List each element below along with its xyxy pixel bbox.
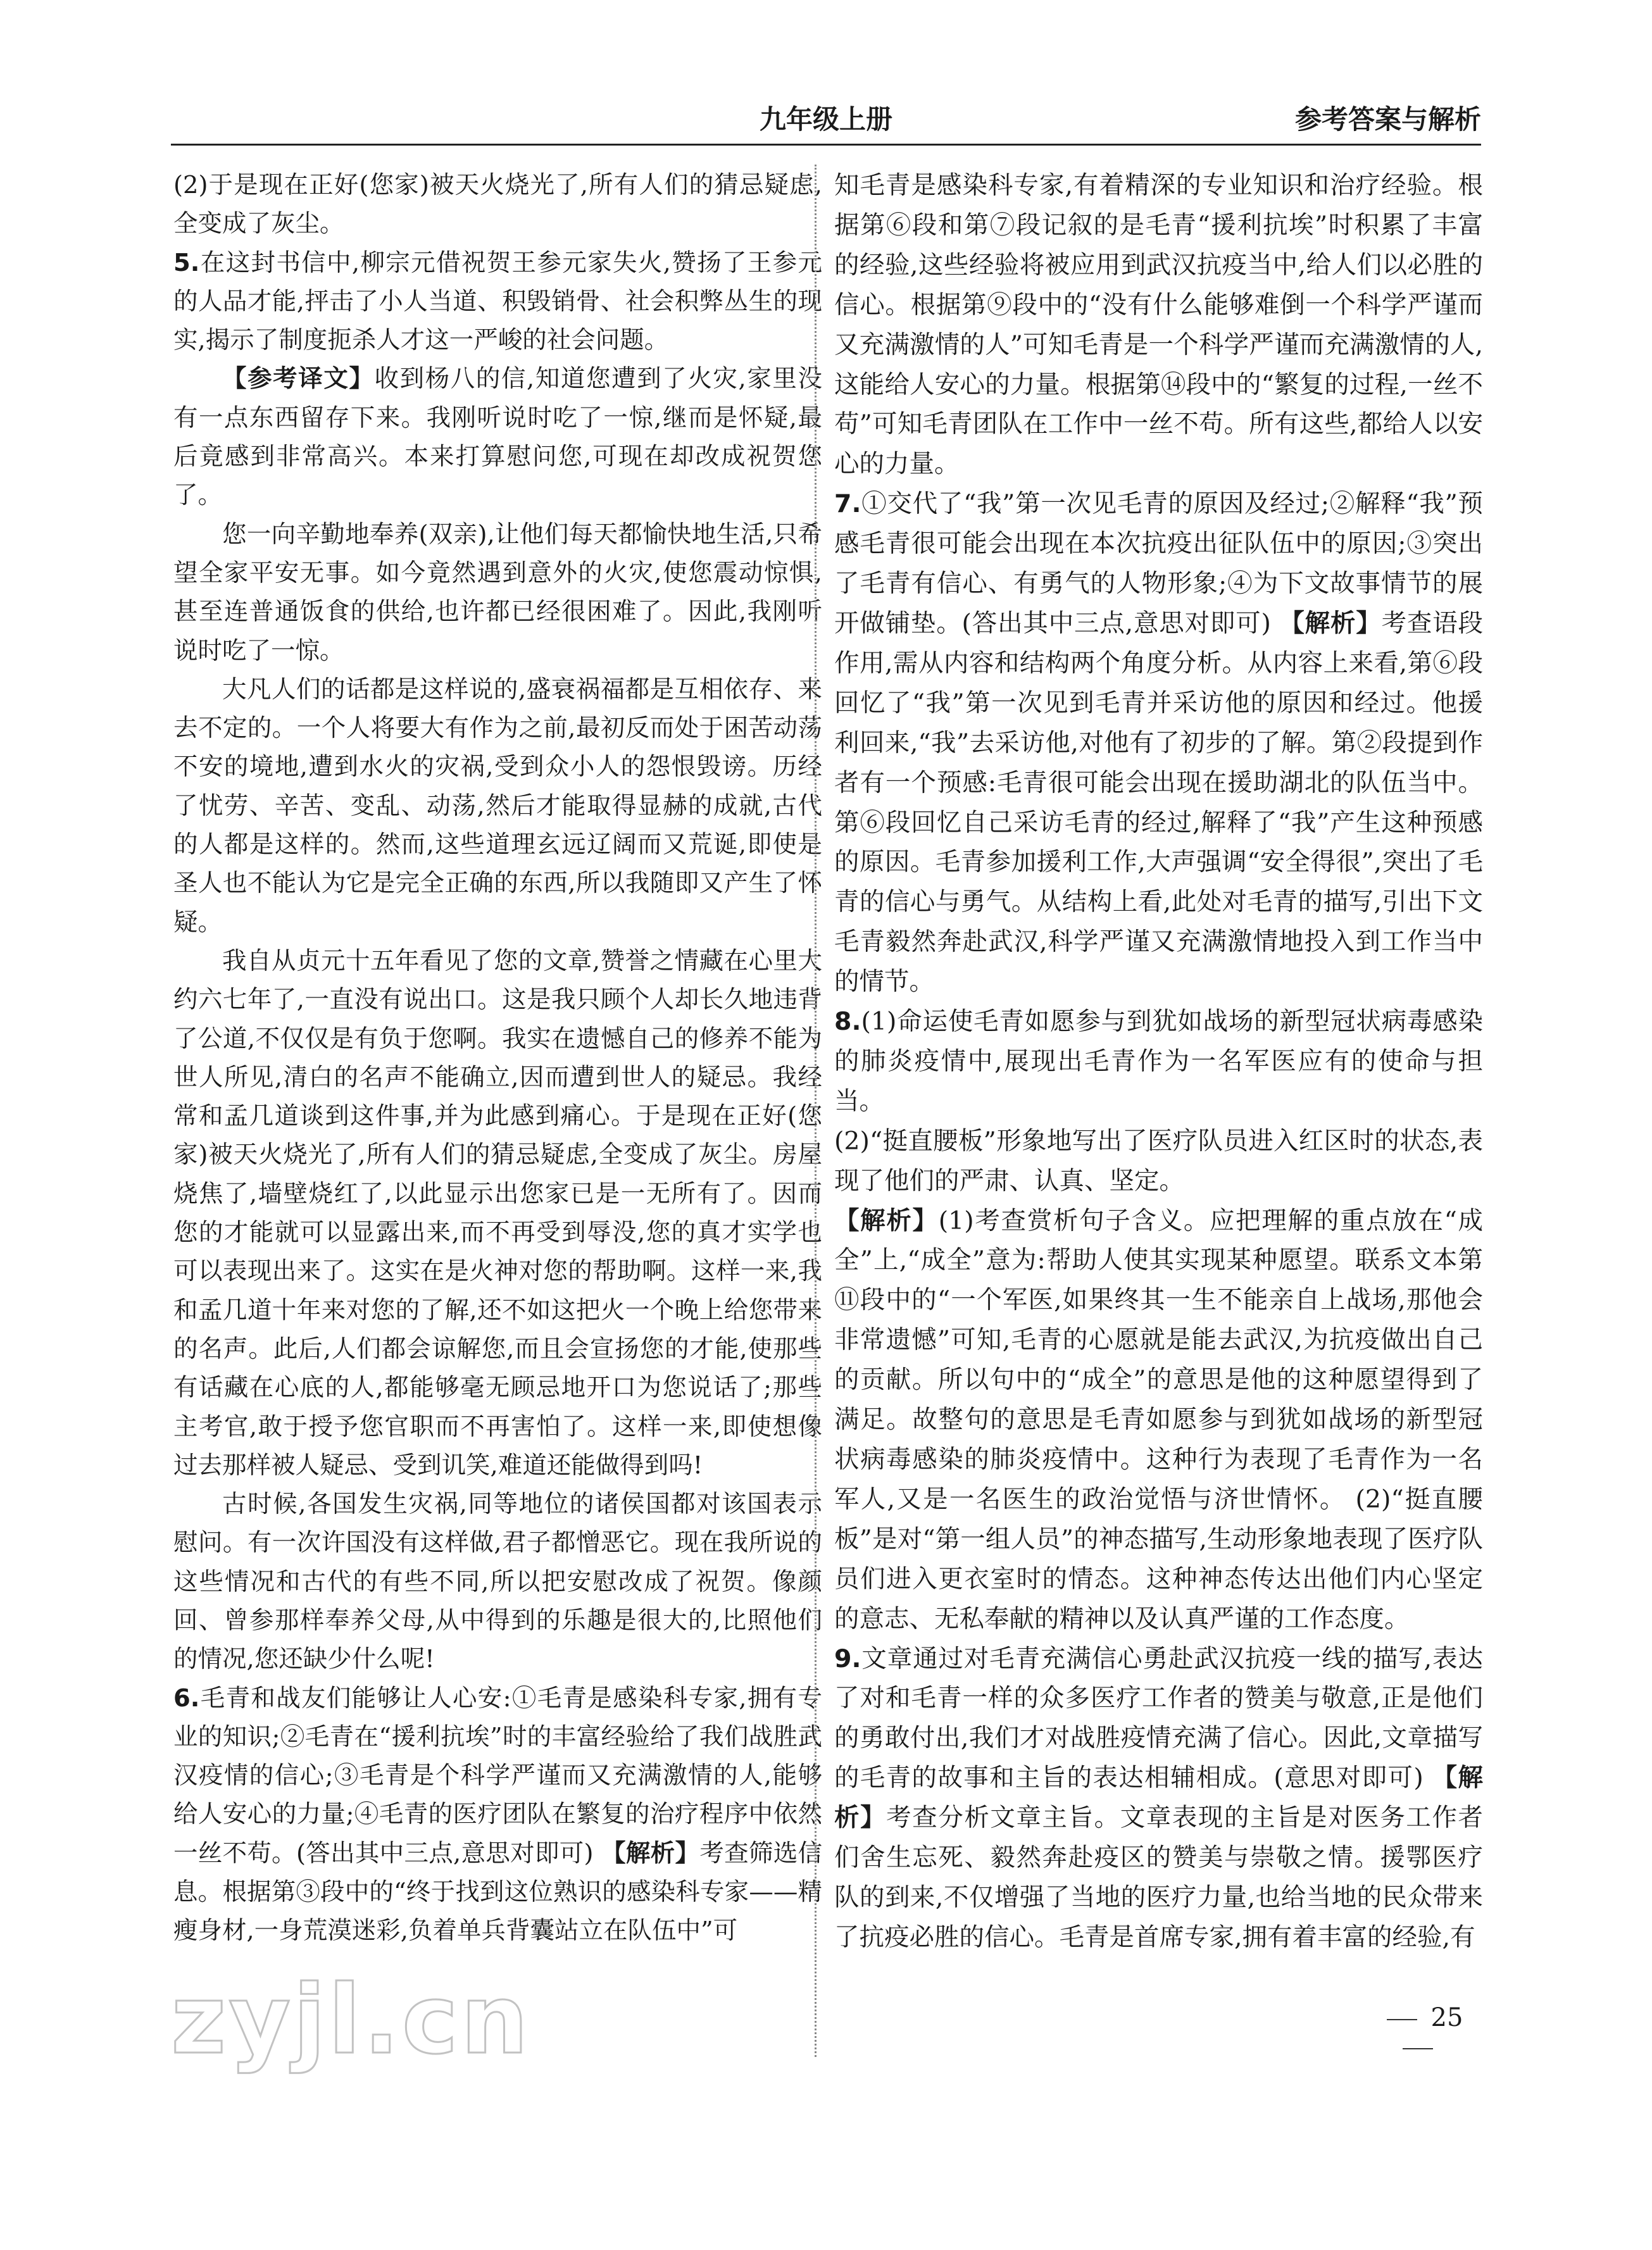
page-header	[171, 95, 1481, 146]
reference-translation-p3: 大凡人们的话都是这样说的,盛衰祸福都是互相依存、来去不定的。一个人将要大有作为之前,最初反而处于困苦动荡不安的境地,遭到水火的灾祸,受到众小人的怨恨毁谤。历经了忧劳、辛苦、变乱、动荡,然后才能取得显赫的成就,古代的人都是这样的。然而,这些道理玄远辽阔而又荒诞,即使是圣人也不能认为它是完全正确的东西,所以我随即又产生了怀疑。	[173, 675, 822, 937]
analysis-9-text: 考查分析文章主旨。文章表现的主旨是对医务工作者们舍生忘死、毅然奔赴疫区的赞美与崇敬之情。援鄂医疗队的到来,不仅增强了当地的医疗力量,也给当地的民众带来了抗疫必胜的信心。毛青是首席专家,拥有着丰富的经验,有	[834, 1803, 1483, 1952]
analysis-label-8: 【解析】	[834, 1206, 939, 1235]
analysis-7-text: 考查语段作用,需从内容和结构两个角度分析。从内容上来看,第⑥段回忆了“我”第一次见到毛青并采访他的原因和经过。他援利回来,“我”去采访他,对他有了初步的了解。第②段提到作者有一个预感:毛青很可能会出现在援助湖北的队伍当中。第⑥段回忆自己采访毛青的经过,解释了“我”产生这种预感的原因。毛青参加援利工作,大声强调“安全得很”,突出了毛青的信心与勇气。从结构上看,此处对毛青的描写,引出下文毛青毅然奔赴武汉,科学严谨又充满激情地投入到工作当中的情节。	[834, 608, 1484, 997]
page-number	[1348, 2003, 1487, 2061]
answer-5	[173, 244, 822, 360]
page-number-dash-left	[1387, 2019, 1417, 2020]
header-section-title: 参考答案与解析	[1294, 104, 1481, 135]
question-number-8: 8.	[834, 1007, 861, 1037]
reference-translation-p2: 您一向辛勤地奉养(双亲),让他们每天都愉快地生活,只希望全家平安无事。如今竟然遇到意外的火灾,使您震动惊惧,甚至连普通饭食的供给,也许都已经很困难了。因此,我刚听说时吃了一惊。	[173, 520, 822, 665]
analysis-6-text: 考查筛选信息。根据第③段中的“终于找到这位熟识的感染科专家——精瘦身材,一身荒漠迷彩,负着单兵背囊站立在队伍中”可	[173, 1839, 822, 1946]
watermark: zyjl.cn	[171, 1965, 531, 2075]
question-number-5: 5.	[173, 248, 200, 277]
answer-4-part-2: (2)于是现在正好(您家)被天火烧光了,所有人们的猜忌疑虑,全变成了灰尘。	[173, 171, 822, 239]
question-number-6: 6.	[173, 1684, 200, 1713]
analysis-label-9: 【解析】	[834, 1763, 1484, 1833]
analysis-label-7: 【解析】	[1279, 608, 1382, 638]
page-number-value: 25	[1430, 2003, 1463, 2032]
right-column	[834, 166, 1483, 1958]
page-number-dash-right	[1403, 2048, 1433, 2049]
answer-9	[834, 1639, 1483, 1958]
analysis-8	[834, 1201, 1483, 1639]
header-grade: 九年级上册	[759, 104, 892, 135]
reference-translation-p1	[173, 359, 822, 515]
reference-translation-label: 【参考译文】	[222, 365, 375, 394]
analysis-8-part-1: (1)考查赏析句子含义。应把理解的重点放在“成全”上,“成全”意为:帮助人使其实现某种愿望。联系文本第⑪段中的“一个军医,如果终其一生不能亲自上战场,那他会非常遗憾”可知,毛青的心愿就是能去武汉,为抗疫做出自己的贡献。所以句中的“成全”的意思是他的这种愿望得到了满足。故整句的意思是毛青如愿参与到犹如战场的新型冠状病毒感染的肺炎疫情中。这种行为表现了毛青作为一名军人,又是一名医生的政治觉悟与济世情怀。	[834, 1206, 1483, 1514]
answer-7	[834, 484, 1483, 1002]
header-rule	[171, 144, 1481, 146]
answer-9-text: 文章通过对毛青充满信心勇赴武汉抗疫一线的描写,表达了对和毛青一样的众多医疗工作者的赞美与敬意,正是他们的勇敢付出,我们才对战胜疫情充满了信心。因此,文章描写的毛青的故事和主旨的表达相辅相成。(意思对即可)	[834, 1644, 1483, 1793]
column-divider	[815, 165, 817, 2057]
question-number-9: 9.	[834, 1644, 861, 1673]
analysis-8-part-2: (2)“挺直腰板”是对“第一组人员”的神态描写,生动形象地表现了医疗队员们进入更衣室时的情态。这种神态传达出他们内心坚定的意志、无私奉献的精神以及认真严谨的工作态度。	[834, 1484, 1483, 1634]
question-number-7: 7.	[834, 489, 861, 519]
answer-5-text: 在这封书信中,柳宗元借祝贺王参元家失火,赞扬了王参元的人品才能,抨击了小人当道、积毁销骨、社会积弊丛生的现实,揭示了制度扼杀人才这一严峻的社会问题。	[173, 248, 822, 355]
reference-translation-p5: 古时候,各国发生灾祸,同等地位的诸侯国都对该国表示慰问。有一次许国没有这样做,君子都憎恶它。现在我所说的这些情况和古代的有些不同,所以把安慰改成了祝贺。像颜回、曾参那样奉养父母,从中得到的乐趣是很大的,比照他们的情况,您还缺少什么呢!	[173, 1490, 822, 1674]
left-column	[173, 166, 822, 1951]
reference-translation-p4: 我自从贞元十五年看见了您的文章,赞誉之情藏在心里大约六七年了,一直没有说出口。这是我只顾个人却长久地违背了公道,不仅仅是有负于您啊。我实在遗憾自己的修养不能为世人所见,清白的名声不能确立,因而遭到世人的疑忌。我经常和孟几道谈到这件事,并为此感到痛心。于是现在正好(您家)被天火烧光了,所有人们的猜忌疑虑,全变成了灰尘。房屋烧焦了,墙壁烧红了,以此显示出您家已是一无所有了。因而您的才能就可以显露出来,而不再受到辱没,您的真才实学也可以表现出来了。这实在是火神对您的帮助啊。这样一来,我和孟几道十年来对您的了解,还不如这把火一个晚上给您带来的名声。此后,人们都会谅解您,而且会宣扬您的才能,使那些有话藏在心底的人,都能够毫无顾忌地开口为您说话了;那些主考官,敢于授予您官职而不再害怕了。这样一来,即使想像过去那样被人疑忌、受到讥笑,难道还能做得到吗!	[173, 946, 822, 1480]
analysis-6-continued: 知毛青是感染科专家,有着精深的专业知识和治疗经验。根据第⑥段和第⑦段记叙的是毛青“援利抗埃”时积累了丰富的经验,这些经验将被应用到武汉抗疫当中,给人们以必胜的信心。根据第⑨段中的“没有什么能够难倒一个科学严谨而又充满激情的人”可知毛青是一个科学严谨而充满激情的人,这能给人安心的力量。根据第⑭段中的“繁复的过程,一丝不苟”可知毛青团队在工作中一丝不苟。所有这些,都给人以安心的力量。	[834, 171, 1483, 479]
answer-8-part-1-text: (1)命运使毛青如愿参与到犹如战场的新型冠状病毒感染的肺炎疫情中,展现出毛青作为一名军医应有的使命与担当。	[834, 1007, 1483, 1116]
answer-8-part-2: (2)“挺直腰板”形象地写出了医疗队员进入红区时的状态,表现了他们的严肃、认真、坚定。	[834, 1126, 1483, 1196]
answer-6	[173, 1679, 822, 1951]
reference-translation-text-1: 收到杨八的信,知道您遭到了火灾,家里没有一点东西留存下来。我刚听说时吃了一惊,继而是怀疑,最后竟感到非常高兴。本来打算慰问您,可现在却改成祝贺您了。	[173, 365, 822, 510]
analysis-label-6: 【解析】	[601, 1839, 700, 1868]
answer-7-text: ①交代了“我”第一次见毛青的原因及经过;②解释“我”预感毛青很可能会出现在本次抗疫出征队伍中的原因;③突出了毛青有信心、有勇气的人物形象;④为下文故事情节的展开做铺垫。(答出其中三点,意思对即可)	[834, 489, 1483, 638]
answer-8-part-1	[834, 1002, 1483, 1122]
answer-6-text: 毛青和战友们能够让人心安:①毛青是感染科专家,拥有专业的知识;②毛青在“援利抗埃”时的丰富经验给了我们战胜武汉疫情的信心;③毛青是个科学严谨而又充满激情的人,能够给人安心的力量;④毛青的医疗团队在繁复的治疗程序中依然一丝不苟。(答出其中三点,意思对即可)	[173, 1684, 822, 1868]
